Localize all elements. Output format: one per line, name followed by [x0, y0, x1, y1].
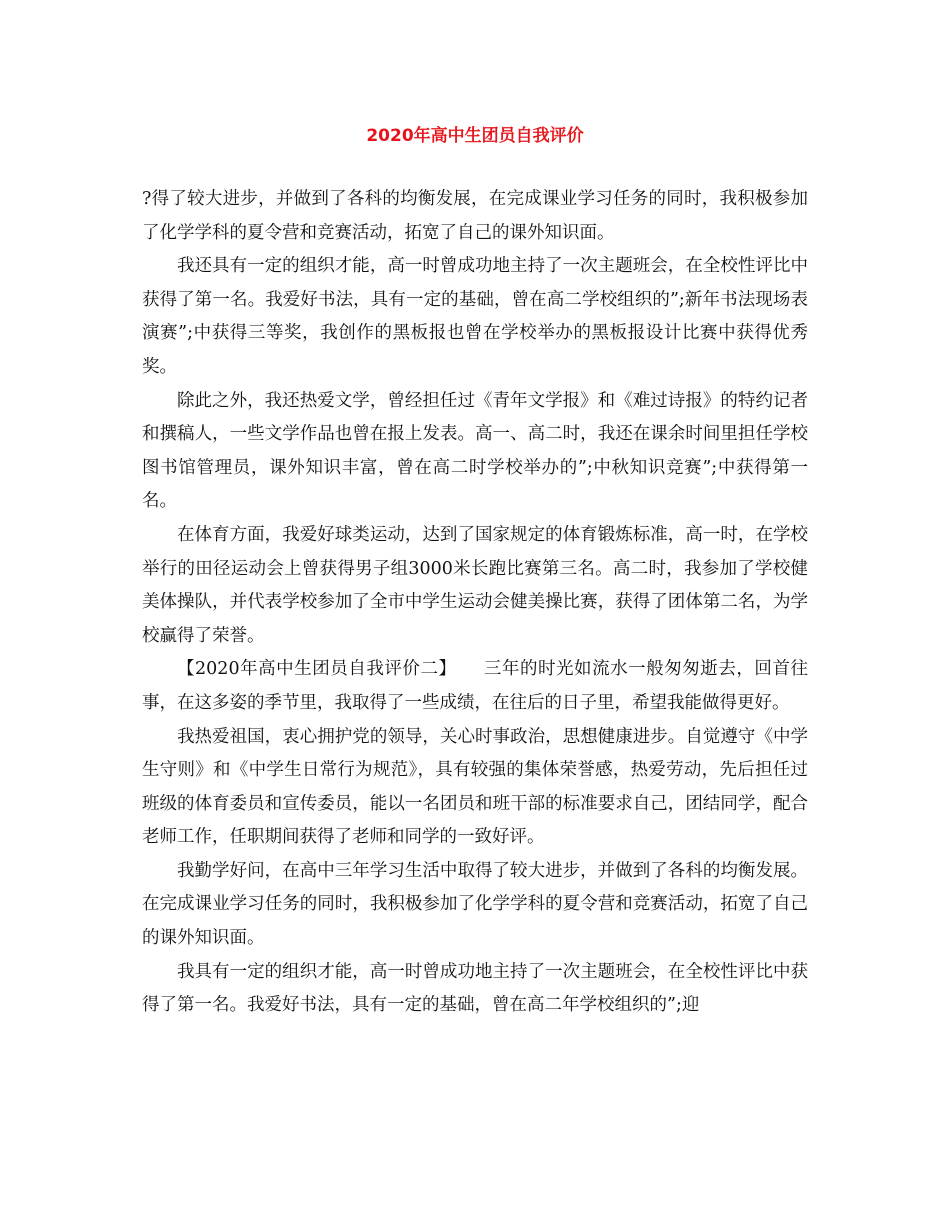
paragraph-section-two-intro: 【2020年高中生团员自我评价二】 三年的时光如流水一般匆匆逝去，回首往事，在这多姿的季节里，我取得了一些成绩，在往后的日子里，希望我能做得更好。 [142, 659, 808, 713]
document-body [142, 183, 808, 1023]
paragraph-sports: 在体育方面，我爱好球类运动，达到了国家规定的体育锻炼标准，高一时，在学校举行的田径运动会上曾获得男子组3000米长跑比赛第三名。高二时，我参加了学校健美体操队，并代表学校参加了全市中学生运动会健美操比赛，获得了团体第二名，为学校赢得了荣誉。 [142, 524, 808, 646]
paragraph-organization-two: 我具有一定的组织才能，高一时曾成功地主持了一次主题班会，在全校性评比中获得了第一名。我爱好书法，具有一定的基础，曾在高二年学校组织的”;迎 [142, 961, 808, 1016]
document-title: 2020年高中生团员自我评价 [366, 126, 584, 146]
paragraph-patriotism: 我热爱祖国，衷心拥护党的领导，关心时事政治，思想健康进步。自觉遵守《中学生守则》和《中学生日常行为规范》，具有较强的集体荣誉感，热爱劳动，先后担任过班级的体育委员和宣传委员，能以一名团员和班干部的标准要求自己，团结同学，配合老师工作，任职期间获得了老师和同学的一致好评。 [142, 726, 808, 848]
paragraph-literature: 除此之外，我还热爱文学，曾经担任过《青年文学报》和《难过诗报》的特约记者和撰稿人，一些文学作品也曾在报上发表。高一、高二时，我还在课余时间里担任学校图书馆管理员，课外知识丰富，曾在高二时学校举办的”;中秋知识竞赛”;中获得第一名。 [142, 390, 808, 512]
paragraph-continuation: ?得了较大进步，并做到了各科的均衡发展，在完成课业学习任务的同时，我积极参加了化学学科的夏令营和竞赛活动，拓宽了自己的课外知识面。 [142, 189, 808, 243]
paragraph-study: 我勤学好问，在高中三年学习生活中取得了较大进步，并做到了各科的均衡发展。在完成课业学习任务的同时，我积极参加了化学学科的夏令营和竞赛活动，拓宽了自己的课外知识面。 [142, 860, 808, 949]
paragraph-organization: 我还具有一定的组织才能，高一时曾成功地主持了一次主题班会，在全校性评比中获得了第一名。我爱好书法，具有一定的基础，曾在高二学校组织的”;新年书法现场表演赛”;中获得三等奖，我创作的黑板报也曾在学校举办的黑板报设计比赛中获得优秀奖。 [142, 256, 808, 377]
